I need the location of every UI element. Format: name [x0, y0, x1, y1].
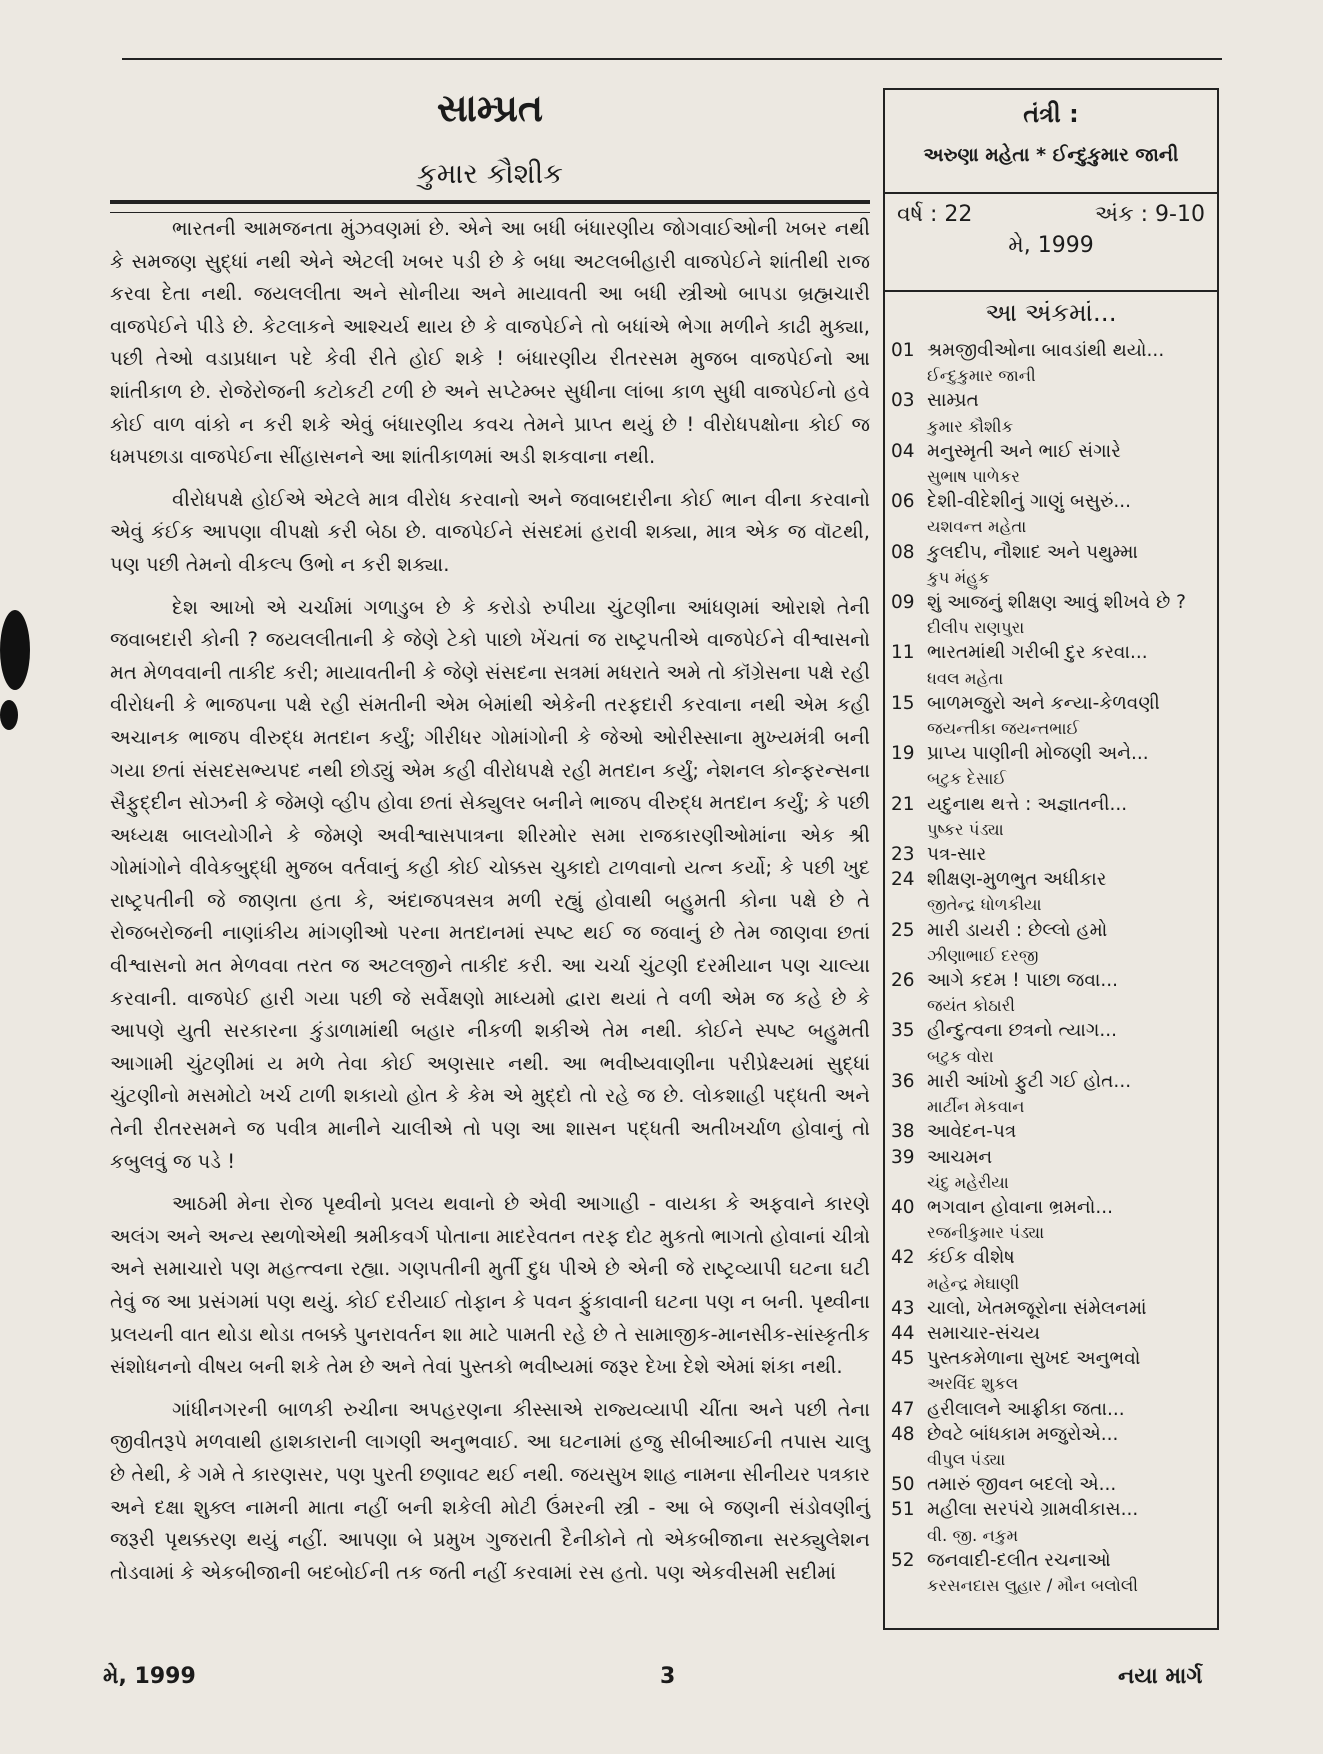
issue-info	[885, 194, 1217, 290]
article-author: કુમાર કૌશીક	[416, 157, 564, 190]
year-label: વર્ષ : 22	[897, 202, 973, 227]
toc-title: મનુસ્મૃતી અને ભાઈ સંગારે	[927, 440, 1121, 462]
toc-page-number: 35	[891, 1020, 915, 1042]
toc-entry	[891, 1346, 1209, 1396]
toc-author: ઝીણાભાઈ દરજી	[927, 945, 1039, 965]
toc-entry	[891, 1548, 1209, 1598]
title-divider	[110, 200, 870, 213]
toc-page-number: 45	[891, 1348, 915, 1370]
toc-entry	[891, 439, 1209, 489]
footer-date: મે, 1999	[103, 1664, 196, 1689]
toc-title: પ્રાપ્ય પાણીની મોજણી અને...	[927, 743, 1149, 765]
toc-entry	[891, 792, 1209, 842]
toc-author: દીલીપ રાણપુરા	[927, 618, 1025, 638]
sidebar	[883, 88, 1219, 1630]
toc-page-number: 03	[891, 390, 915, 412]
toc-page-number: 01	[891, 340, 915, 361]
toc-page-number: 50	[891, 1474, 915, 1496]
toc-title: હીન્દુત્વના છત્રનો ત્યાગ...	[927, 1020, 1118, 1042]
toc-title: સમાચાર-સંચય	[927, 1322, 1041, 1344]
paragraph: ભારતની આમજનતા મુંઝવણમાં છે. એને આ બધી બંધારણીય જોગવાઈઓની ખબર નથી કે સમજણ સુદ્ધાં નથી એને એટલી ખબર પડી છે કે બધા અટલબીહારી વાજપેઈને શાંતીથી રાજ કરવા દેતા નથી. જયલલીતા અને સોનીયા અને માયાવતી આ બધી સ્ત્રીઓ બાપડા બ્રહ્મચારી વાજપેઈને પીડે છે. કેટલાકને આશ્ચર્ય થાય છે કે વાજપેઈને તો બધાંએ ભેગા મળીને કાઢી મુક્યા, પછી તેઓ વડાપ્રધાન પદે કેવી રીતે હોઈ શકે ! બંધારણીય રીતરસમ મુજબ વાજપેઈનો આ શાંતીકાળ છે. રોજેરોજની કટોકટી ટળી છે અને સપ્ટેમ્બર સુધીના લાંબા કાળ સુધી વાજપેઈનો હવે કોઈ વાળ વાંકો ન કરી શકે એવું બંધારણીય કવચ તેમને પ્રાપ્ત થયું છે ! વીરોધપક્ષોના કોઈ જ ધમપછાડા વાજપેઈના સીંહાસનને આ શાંતીકાળમાં અડી શકવાના નથી.	[110, 217, 870, 469]
toc-title: સામ્પ્રત	[927, 390, 979, 412]
toc-author: રજનીકુમાર પંડ્યા	[927, 1223, 1045, 1243]
toc-title: ચાલો, ખેતમજૂરોના સંમેલનમાં	[927, 1297, 1147, 1319]
toc-entry	[891, 1195, 1209, 1245]
toc-entry	[891, 338, 1209, 388]
toc-title: છેવટે બાંધકામ મજુરોએ...	[927, 1423, 1119, 1445]
editor-names: અરુણા મહેતા * ઈન્દુકુમાર જાની	[923, 144, 1179, 166]
toc-title: પત્ર-સાર	[927, 844, 987, 866]
toc-title: મારી ડાયરી : છેલ્લો હમો	[927, 919, 1108, 941]
toc-author: વી. જી. નકુમ	[927, 1525, 1019, 1545]
toc-page-number: 52	[891, 1549, 915, 1571]
toc-author: વીપુલ પંડ્યા	[927, 1449, 1006, 1469]
toc-page-number: 44	[891, 1322, 915, 1344]
toc-title: મારી આંખો ફુટી ગઈ હોત...	[927, 1070, 1132, 1092]
toc-entry	[891, 1321, 1209, 1346]
toc-author: જયન્તીકા જયન્તભાઈ	[927, 719, 1080, 739]
paragraph: ગાંધીનગરની બાળકી રુચીના અપહરણના કીસ્સાએ રાજ્યવ્યાપી ચીંતા અને પછી તેના જીવીતરૂપે મળવાથી હાશકારાની લાગણી અનુભવાઈ. આ ઘટનામાં હજુ સીબીઆઈની તપાસ ચાલુ છે તેથી, કે ગમે તે કારણસર, પણ પુરતી છણાવટ થઈ નથી. જયસુખ શાહ નામના સીનીયર પત્રકાર અને દક્ષા શુક્લ નામની માતા નહીં બની શકેલી મોટી ઉંમરની સ્ત્રી - આ બે જણની સંડોવણીનું જરૂરી પૃથક્કરણ થયું નહીં. આપણા બે પ્રમુખ ગુજરાતી દૈનીકોને તો એકબીજાના સરક્યુલેશન તોડવામાં કે એકબીજાની બદબોઈની તક જતી નહીં કરવામાં રસ હતો. પણ એકવીસમી સદીમાં	[110, 1397, 870, 1584]
toc-page-number: 42	[891, 1247, 915, 1269]
toc-title: શીક્ષણ-મુળભુત અધીકાર	[927, 869, 1107, 891]
toc-page-number: 09	[891, 592, 915, 614]
toc-author: અરવિંદ શુકલ	[927, 1374, 1019, 1394]
toc-page-number: 23	[891, 844, 915, 866]
toc-title: કુલદીપ, નૌશાદ અને પથુમ્મા	[927, 541, 1138, 563]
toc-author: ચંદુ મહેરીયા	[927, 1172, 1009, 1192]
toc-title: તમારું જીવન બદલો એ...	[927, 1474, 1117, 1496]
table-of-contents	[885, 338, 1217, 1598]
toc-title: હરીલાલને આફ્રીકા જતા...	[927, 1398, 1125, 1420]
toc-page-number: 21	[891, 793, 915, 815]
toc-author: જીતેન્દ્ર ધોળકીયા	[927, 895, 1042, 915]
toc-entry	[891, 741, 1209, 791]
toc-entry	[891, 590, 1209, 640]
toc-title: યદુનાથ થત્તે : અજ્ઞાતની...	[927, 793, 1128, 815]
toc-author: કુપ મંહુક	[927, 567, 990, 587]
toc-entry	[891, 388, 1209, 438]
toc-entry	[891, 1018, 1209, 1068]
toc-page-number: 11	[891, 642, 915, 664]
toc-page-number: 39	[891, 1146, 915, 1168]
toc-entry	[891, 1422, 1209, 1472]
toc-entry	[891, 540, 1209, 590]
toc-entry	[891, 1397, 1209, 1422]
toc-entry	[891, 1145, 1209, 1195]
toc-title: આગે કદમ ! પાછા જવા...	[927, 970, 1119, 992]
toc-author: ધવલ મહેતા	[927, 668, 1004, 688]
toc-entry	[891, 691, 1209, 741]
paragraph: દેશ આખો એ ચર્ચામાં ગળાડુબ છે કે કરોડો રુપીયા ચુંટણીના આંધણમાં ઓરાશે તેની જવાબદારી કોની ? જયલલીતાની કે જેણે ટેકો પાછો ખેંચતાં જ રાષ્ટ્રપતીએ વાજપેઈને વીશ્વાસનો મત મેળવવાની તાકીદ કરી; માયાવતીની કે જેણે સંસદના સત્રમાં મધરાતે અમે તો કૉંગ્રેસના પક્ષે રહી વીરોધની કે ભાજપના પક્ષે રહી સંમતીની એમ બેમાંથી એકેની તરફદારી કરવાના નથી એમ કહી અચાનક ભાજપ વીરુદ્ધ મતદાન કર્યું; ગીરીધર ગોમાંગોની કે જેઓ ઓરીસ્સાના મુખ્યમંત્રી બની ગયા છતાં સંસદસભ્યપદ નથી છોડ્યું એમ કહી વીરોધપક્ષે રહી મતદાન કર્યું; નેશનલ કોન્ફરન્સના સૈફુદ્દીન સોઝની કે જેમણે વ્હીપ હોવા છતાં સેક્યુલર બનીને ભાજપ વીરુદ્ધ મતદાન કર્યું; કે પછી અધ્યક્ષ બાલયોગીને કે જેમણે અવીશ્વાસપાત્રના શીરમોર સમા રાજકારણીઓમાંના એક શ્રી ગોમાંગોને વીવેકબુદ્ધી મુજબ વર્તવાનું કહી કોઈ ચોક્કસ ચુકાદો ટાળવાનો યત્ન કર્યો; કે પછી ખુદ રાષ્ટ્રપતીની જે જાણતા હતા કે, અંદાજપત્રસત્ર મળી રહ્યું હોવાથી બહુમતી કોના પક્ષે છે તે રોજબરોજની નાણાંકીય માંગણીઓ પરના મતદાનમાં સ્પષ્ટ થઈ જ જવાનું છે તેમ જાણવા છતાં વીશ્વાસનો મત મેળવવા તરત જ અટલજીને તાકીદ કરી. આ ચર્ચા ચુંટણી દરમીયાન પણ ચાલ્યા કરવાની. વાજપેઈ હારી ગયા પછી જે સર્વેક્ષણો માધ્યમો દ્વારા થયાં તે વળી એમ જ કહે છે કે આપણે યુતી સરકારના કુંડાળામાંથી બહાર નીકળી શકીએ તેમ નથી. કોઈને સ્પષ્ટ બહુમતી આગામી ચુંટણીમાં ય મળે તેવા કોઈ અણસાર નથી. આ ભવીષ્યવાણીના પરીપ્રેક્ષ્યમાં સુદ્ધાં ચુંટણીનો મસમોટો ખર્ચ ટાળી શકાયો હોત કે કેમ એ મુદ્દો તો રહે જ છે. લોકશાહી પદ્ધતી અને તેની રીતરસમને જ પવીત્ર માનીને ચાલીએ તો પણ આ શાસન પદ્ધતી અતીખર્ચાળ હોવાનું તો કબુલવું જ પડે !	[110, 595, 870, 1173]
paragraph: આઠમી મેના રોજ પૃથ્વીનો પ્રલય થવાનો છે એવી આગાહી - વાયકા કે અફવાને કારણે અલંગ અને અન્ય સ્થળોએથી શ્રમીકવર્ગ પોતાના માદરેવતન તરફ દોટ મુકતો ભાગતો હોવાનાં ચીત્રો અને સમાચારો પણ મહત્ત્વના રહ્યા. ગણપતીની મુર્તી દુધ પીએ છે એની જે રાષ્ટ્રવ્યાપી ઘટના ઘટી તેવું જ આ પ્રસંગમાં પણ થયું. કોઈ દરીયાઈ તોફાન કે પવન ફુંકાવાની ઘટના પણ ન બની. પૃથ્વીના પ્રલયની વાત થોડા થોડા તબક્કે પુનરાવર્તન શા માટે પામતી રહે છે તે સામાજીક-માનસીક-સાંસ્કૃતીક સંશોધનનો વીષય બની શકે તેમ છે અને તેવાં પુસ્તકો ભવીષ્યમાં જરૂર દેખા દેશે એમાં શંકા નથી.	[110, 1192, 870, 1379]
toc-title: આચમન	[927, 1146, 993, 1168]
toc-entry	[891, 1069, 1209, 1119]
toc-author: ઈન્દુકુમાર જાની	[927, 366, 1036, 386]
toc-page-number: 04	[891, 440, 915, 462]
toc-entry	[891, 1497, 1209, 1547]
toc-entry	[891, 489, 1209, 539]
toc-entry	[891, 1245, 1209, 1295]
toc-author: માર્ટીન મેકવાન	[927, 1097, 1025, 1117]
toc-author: બટુક વોરા	[927, 1046, 994, 1066]
paragraph: વીરોધપક્ષે હોઈએ એટલે માત્ર વીરોધ કરવાનો અને જવાબદારીના કોઈ ભાન વીના કરવાનો એવું કંઈક આપણા વીપક્ષો કરી બેઠા છે. વાજપેઈને સંસદમાં હરાવી શક્યા, માત્ર એક જ વૉટથી, પણ પછી તેમનો વીકલ્પ ઉભો ન કરી શક્યા.	[110, 487, 870, 576]
toc-author: કુમાર કૌશીક	[927, 416, 1014, 436]
article-column	[110, 60, 870, 1589]
toc-author: સુભાષ પાળેકર	[927, 467, 1020, 487]
toc-entry	[891, 918, 1209, 968]
toc-author: બટુક દેસાઈ	[927, 769, 1007, 789]
toc-title: દેશી-વીદેશીનું ગાણું બસુરું...	[927, 491, 1132, 513]
toc-author: યશવન્ત મહેતા	[927, 517, 1027, 537]
toc-author: મહેન્દ્ર મેઘાણી	[927, 1273, 1020, 1293]
toc-entry	[891, 1472, 1209, 1497]
toc-entry	[891, 968, 1209, 1018]
toc-entry	[891, 1296, 1209, 1321]
magazine-name: નયા માર્ગ	[1118, 1664, 1203, 1689]
toc-title: ભારતમાંથી ગરીબી દુર કરવા...	[927, 642, 1148, 664]
toc-title: કંઈક વીશેષ	[927, 1247, 1015, 1269]
toc-author: પુષ્કર પંડ્યા	[927, 819, 1004, 839]
toc-title: મહીલા સરપંચે ગ્રામવીકાસ...	[927, 1499, 1139, 1521]
issue-date: મે, 1999	[1008, 233, 1094, 258]
toc-title: બાળમજુરો અને કન્યા-કેળવણી	[927, 692, 1160, 714]
toc-title: પુસ્તકમેળાના સુખદ અનુભવો	[927, 1348, 1141, 1370]
contents-heading: આ અંકમાં...	[885, 290, 1217, 338]
toc-title: શ્રમજીવીઓના બાવડાંથી થયો...	[927, 340, 1165, 361]
issue-label: અંક : 9-10	[1094, 202, 1205, 227]
editor-box	[885, 90, 1217, 194]
toc-author: જયંત કોઠારી	[927, 996, 1015, 1016]
toc-page-number: 15	[891, 692, 915, 714]
margin-hole	[0, 610, 30, 690]
toc-page-number: 24	[891, 869, 915, 891]
toc-page-number: 25	[891, 919, 915, 941]
toc-page-number: 36	[891, 1070, 915, 1092]
toc-entry	[891, 640, 1209, 690]
toc-page-number: 40	[891, 1196, 915, 1218]
toc-author: કરસનદાસ લુહાર / મૌન બલોલી	[927, 1575, 1139, 1595]
article-title: સામ્પ્રત	[436, 86, 544, 130]
toc-page-number: 48	[891, 1423, 915, 1445]
toc-page-number: 26	[891, 970, 915, 992]
page-number: 3	[660, 1664, 676, 1689]
toc-entry	[891, 1119, 1209, 1144]
toc-entry	[891, 842, 1209, 867]
margin-hole	[0, 700, 18, 730]
toc-title: ભગવાન હોવાના ભ્રમનો...	[927, 1196, 1113, 1218]
toc-page-number: 06	[891, 491, 915, 513]
toc-title: જનવાદી-દલીત રચનાઓ	[927, 1549, 1111, 1571]
toc-page-number: 47	[891, 1398, 915, 1420]
article-body	[110, 213, 870, 1589]
toc-entry	[891, 867, 1209, 917]
toc-page-number: 43	[891, 1297, 915, 1319]
toc-page-number: 38	[891, 1121, 915, 1143]
editor-title: તંત્રી :	[1023, 100, 1079, 128]
toc-title: શું આજનું શીક્ષણ આવું શીખવે છે ?	[927, 592, 1186, 614]
toc-page-number: 51	[891, 1499, 915, 1521]
toc-title: આવેદન-પત્ર	[927, 1121, 1017, 1143]
toc-page-number: 19	[891, 743, 915, 765]
toc-page-number: 08	[891, 541, 915, 563]
